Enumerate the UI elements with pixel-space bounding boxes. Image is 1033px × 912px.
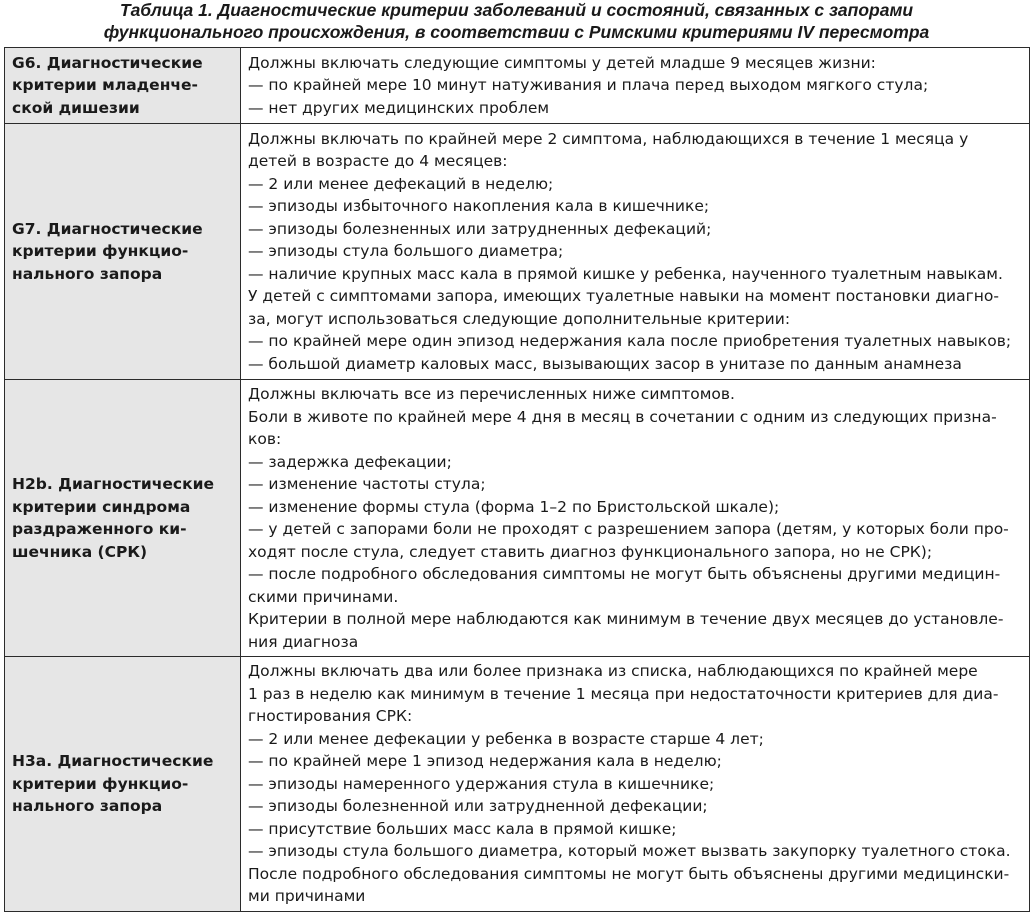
content-line: ходят после стула, следует ставить диагноз функционального запора, но не СРК); xyxy=(248,542,933,561)
caption-line: функционального происхождения, в соответствии с Римскими критериями IV пересмотра xyxy=(103,21,930,42)
label-line: раздраженного ки- xyxy=(12,520,187,538)
content-line: Боли в животе по крайней мере 4 дня в месяц в сочетании с одним из следующих призна- xyxy=(248,407,997,426)
label-line: шечника (СРК) xyxy=(12,542,148,561)
label-line: критерии синдрома xyxy=(12,497,191,516)
content-line: гностирования СРК: xyxy=(248,707,413,725)
content-line: — эпизоды стула большого диаметра, который может вызвать закупорку туалетного стока. xyxy=(248,842,1011,860)
content-line: — эпизоды намеренного удержания стула в кишечнике; xyxy=(248,774,715,793)
table-row-g6 xyxy=(5,48,1030,124)
content-line: — нет других медицинских проблем xyxy=(248,98,550,117)
row-content-g7 xyxy=(241,124,1030,380)
content-line: Должны включать по крайней мере 2 симптома, наблюдающихся в течение 1 месяца у xyxy=(248,129,969,148)
label-line: критерии функцио- xyxy=(12,242,189,261)
row-label-g7 xyxy=(5,124,241,380)
caption-line: Таблица 1. Диагностические критерии заболеваний и состояний, связанных с запорами xyxy=(119,0,914,20)
table-row-g7 xyxy=(5,124,1030,380)
content-line: После подробного обследования симптомы не могут быть объяснены другими медицински- xyxy=(248,864,1010,883)
content-line: ми причинами xyxy=(248,887,366,905)
content-line: — после подробного обследования симптомы не могут быть объяснены другими медицин- xyxy=(248,565,1001,583)
content-line: 1 раз в неделю как минимум в течение 1 месяца при недостаточности критериев для диа- xyxy=(248,684,999,703)
content-line: — по крайней мере 10 минут натуживания и плача перед выходом мягкого стула; xyxy=(248,76,929,95)
row-content-h2b xyxy=(241,380,1030,657)
content-line: Должны включать два или более признака из списка, наблюдающихся по крайней мере xyxy=(248,662,978,680)
criteria-table xyxy=(4,47,1030,912)
content-line: — 2 или менее дефекаций в неделю; xyxy=(248,174,554,193)
row-label-g6 xyxy=(5,48,241,124)
content-line: У детей с симптомами запора, имеющих туалетные навыки на момент постановки диагно- xyxy=(248,287,999,306)
content-line: — эпизоды болезненных или затрудненных дефекаций; xyxy=(248,219,712,238)
content-line: — у детей с запорами боли не проходят с разрешением запора (детям, у которых боли про- xyxy=(248,520,1009,538)
content-line: ков: xyxy=(248,430,282,448)
label-line: критерии младенче- xyxy=(12,76,198,95)
table-row-h3a xyxy=(5,657,1030,912)
content-line: скими причинами. xyxy=(248,587,399,606)
content-line: — наличие крупных масс кала в прямой кишке у ребенка, наученного туалетным навыкам. xyxy=(248,264,1003,283)
row-label-h3a xyxy=(5,657,241,912)
row-label-h2b xyxy=(5,380,241,657)
content-line: Критерии в полной мере наблюдаются как минимум в течение двух месяцев до установле- xyxy=(248,610,1004,628)
content-line: — присутствие больших масс кала в прямой кишке; xyxy=(248,819,677,838)
content-line: — задержка дефекации; xyxy=(248,452,452,471)
label-line: нального запора xyxy=(12,797,163,815)
content-line: — по крайней мере один эпизод недержания кала после приобретения туалетных навыков; xyxy=(248,332,1012,351)
content-line: — 2 или менее дефекации у ребенка в возрасте старше 4 лет; xyxy=(248,729,764,748)
content-line: — большой диаметр каловых масс, вызывающих засор в унитазе по данным анамнеза xyxy=(248,354,962,373)
row-content-g6 xyxy=(241,48,1030,124)
label-line: H2b. Диагностические xyxy=(12,475,214,493)
content-line: — эпизоды болезненной или затрудненной дефекации; xyxy=(248,797,708,815)
label-line: H3a. Диагностические xyxy=(12,752,214,770)
label-line: критерии функцио- xyxy=(12,774,189,793)
content-line: — по крайней мере 1 эпизод недержания кала в неделю; xyxy=(248,752,722,770)
content-line: — эпизоды избыточного накопления кала в кишечнике; xyxy=(248,197,710,216)
table-row-h2b xyxy=(5,380,1030,657)
table-caption xyxy=(0,0,1033,43)
content-line: — изменение формы стула (форма 1–2 по Бристольской шкале); xyxy=(248,497,780,516)
label-line: G6. Диагностические xyxy=(12,53,203,72)
label-line: нального запора xyxy=(12,264,163,283)
content-line: ния диагноза xyxy=(248,632,359,651)
content-line: — изменение частоты стула; xyxy=(248,475,486,493)
content-line: Должны включать следующие симптомы у детей младше 9 месяцев жизни: xyxy=(248,53,876,72)
label-line: G7. Диагностические xyxy=(12,219,203,238)
content-line: — эпизоды стула большого диаметра; xyxy=(248,242,564,261)
row-content-h3a xyxy=(241,657,1030,912)
content-line: за, могут использоваться следующие дополнительные критерии: xyxy=(248,309,791,328)
label-line: ской дишезии xyxy=(12,98,140,117)
content-line: детей в возрасте до 4 месяцев: xyxy=(248,152,508,171)
content-line: Должны включать все из перечисленных ниже симптомов. xyxy=(248,385,735,403)
